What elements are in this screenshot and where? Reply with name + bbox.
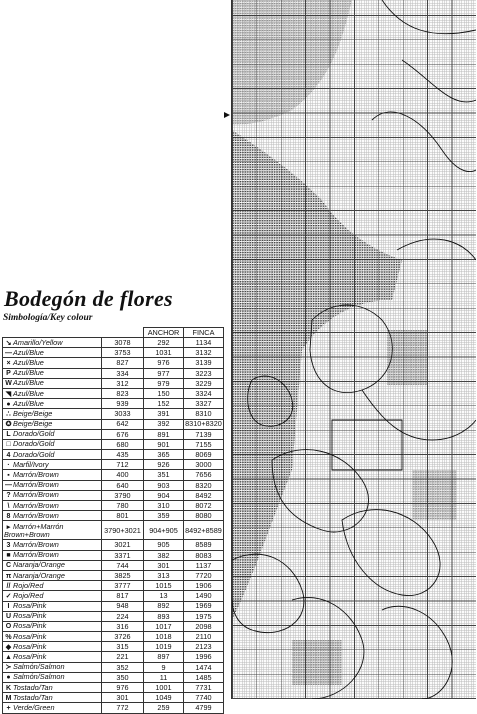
anchor-code-cell: 1049	[144, 693, 184, 703]
color-name: Rosa/Pink	[13, 601, 47, 611]
anchor-code-cell: 903	[144, 480, 184, 490]
dmc-code-cell: 976	[102, 683, 144, 693]
color-name: Beige/Beige	[13, 408, 53, 418]
key-row	[3, 642, 224, 652]
stitch-symbol-icon: ✪	[5, 421, 12, 429]
stitch-symbol-icon: P	[6, 370, 11, 378]
dmc-code-cell: 3078	[102, 338, 144, 348]
anchor-code-cell: 292	[144, 338, 184, 348]
dmc-code-cell: 780	[102, 501, 144, 511]
color-name-cell	[3, 368, 102, 378]
stitch-symbol-icon: M	[5, 694, 12, 702]
color-name-cell	[3, 601, 102, 611]
finca-code-cell: 1969	[184, 601, 224, 611]
color-name: Amarillo/Yellow	[13, 337, 63, 347]
anchor-code-cell: 926	[144, 460, 184, 470]
color-name-cell	[3, 703, 102, 713]
anchor-code-cell: 365	[144, 450, 184, 460]
finca-code-cell: 2123	[184, 642, 224, 652]
anchor-code-cell: 351	[144, 470, 184, 480]
dmc-code-cell: 744	[102, 560, 144, 570]
color-name-cell	[3, 460, 102, 470]
dmc-code-cell: 642	[102, 419, 144, 429]
chart-pattern-drawing	[232, 0, 476, 699]
key-row	[3, 490, 224, 500]
finca-code-cell: 8492+8589	[184, 521, 224, 540]
color-name: Dorado/Gold	[13, 439, 55, 449]
dmc-code-cell: 3726	[102, 632, 144, 642]
dmc-code-cell: 315	[102, 642, 144, 652]
key-row	[3, 662, 224, 672]
stitch-symbol-icon: C	[5, 562, 12, 570]
key-row	[3, 480, 224, 490]
finca-code-cell: 1906	[184, 581, 224, 591]
finca-code-cell: 8310+8320	[185, 419, 222, 429]
color-name: Dorado/Gold	[13, 429, 55, 439]
key-row	[3, 703, 224, 713]
dmc-code-cell: 640	[102, 480, 144, 490]
color-name: Marrón+Marrón Brown+Brown	[4, 521, 64, 539]
stitch-symbol-icon: ●	[6, 674, 11, 682]
color-name-cell	[3, 672, 102, 682]
dmc-code-cell: 3371	[102, 550, 144, 560]
dmc-code-cell: 817	[102, 591, 144, 601]
color-name: Azul/Blue	[13, 357, 44, 367]
color-name-cell	[3, 450, 102, 460]
color-name-cell	[3, 632, 102, 642]
stitch-symbol-icon: ◥	[5, 390, 12, 398]
color-name: Marrón/Brown	[13, 550, 59, 560]
color-name: Rosa/Pink	[13, 631, 47, 641]
anchor-code-cell: 313	[144, 570, 184, 580]
anchor-code-cell: 897	[144, 652, 184, 662]
color-name-cell	[3, 652, 102, 662]
finca-code-cell: 7731	[184, 683, 224, 693]
dmc-code-cell: 939	[102, 399, 144, 409]
anchor-code-cell: 1018	[144, 632, 184, 642]
key-row	[3, 540, 224, 550]
stitch-symbol-icon: ●	[6, 400, 11, 408]
color-name: Salmón/Salmon	[13, 662, 65, 672]
stitch-symbol-icon: □	[6, 441, 11, 449]
stitch-symbol-icon: ◆	[5, 643, 12, 651]
finca-code-cell: 8492	[184, 490, 224, 500]
finca-code-cell: 8083	[184, 550, 224, 560]
key-row	[3, 378, 224, 388]
color-name: Azul/Blue	[13, 368, 44, 378]
dmc-code-cell: 3033	[102, 409, 144, 419]
shaded-cluster	[387, 330, 427, 385]
finca-code-cell: 4799	[184, 703, 224, 713]
stitch-symbol-icon: %	[5, 633, 12, 641]
anchor-code-cell: 892	[144, 601, 184, 611]
key-row	[3, 368, 224, 378]
anchor-code-cell: 9	[144, 662, 184, 672]
key-row	[3, 693, 224, 703]
color-name: Azul/Blue	[13, 398, 44, 408]
stitch-symbol-icon: I	[7, 603, 10, 611]
key-row	[3, 521, 224, 540]
stitch-symbol-icon: ∴	[6, 410, 11, 418]
dmc-code-cell: 224	[102, 611, 144, 621]
color-name: Rosa/Pink	[13, 611, 47, 621]
color-name-cell	[3, 521, 102, 540]
finca-code-cell: 7740	[184, 693, 224, 703]
stitch-symbol-icon: \	[7, 502, 10, 510]
anchor-code-cell: 301	[144, 560, 184, 570]
color-name: Marrón/Brown	[13, 480, 59, 490]
color-name: Rojo/Red	[13, 590, 44, 600]
key-row	[3, 570, 224, 580]
color-name-cell	[3, 570, 102, 580]
color-name: Marrón/Brown	[13, 510, 59, 520]
color-name: Rojo/Red	[13, 580, 44, 590]
finca-code-cell: 8320	[184, 480, 224, 490]
color-name-cell	[3, 409, 102, 419]
key-row	[3, 388, 224, 398]
finca-code-cell: 1975	[184, 611, 224, 621]
key-row	[3, 399, 224, 409]
finca-code-cell: 7139	[184, 429, 224, 439]
dmc-code-cell: 334	[102, 368, 144, 378]
color-name: Naranja/Orange	[13, 560, 65, 570]
dmc-code-cell: 350	[102, 672, 144, 682]
key-row	[3, 419, 224, 429]
key-row	[3, 672, 224, 682]
color-name-cell	[3, 591, 102, 601]
dmc-code-cell: 312	[102, 378, 144, 388]
finca-code-cell: 8080	[184, 511, 224, 521]
anchor-column-header: ANCHOR	[144, 328, 184, 338]
stitch-symbol-icon: U	[5, 613, 12, 621]
stitch-symbol-icon: ▪	[7, 472, 10, 480]
key-row	[3, 560, 224, 570]
key-row	[3, 409, 224, 419]
key-row	[3, 652, 224, 662]
color-name-cell	[3, 338, 102, 348]
anchor-code-cell: 904	[144, 490, 184, 500]
color-name-cell	[3, 348, 102, 358]
finca-code-cell: 8072	[184, 501, 224, 511]
key-row	[3, 683, 224, 693]
anchor-code-cell: 11	[144, 672, 184, 682]
key-row	[3, 450, 224, 460]
dmc-code-cell: 301	[102, 693, 144, 703]
anchor-code-cell: 310	[144, 501, 184, 511]
stitch-symbol-icon: ▸	[6, 523, 11, 531]
anchor-code-cell: 150	[144, 388, 184, 398]
anchor-code-cell: 359	[144, 511, 184, 521]
dmc-code-cell: 400	[102, 470, 144, 480]
dmc-code-cell: 3021	[102, 540, 144, 550]
anchor-code-cell: 1001	[144, 683, 184, 693]
color-name: Marrón/Brown	[13, 490, 59, 500]
dmc-code-cell: 352	[102, 662, 144, 672]
dmc-code-cell: 3825	[102, 570, 144, 580]
shaded-cluster	[412, 470, 457, 520]
key-rows	[3, 338, 224, 714]
stitch-symbol-icon: ■	[6, 552, 11, 560]
stitch-symbol-icon: ·	[7, 461, 10, 469]
anchor-code-cell: 904+905	[144, 521, 184, 540]
finca-code-cell: 1490	[184, 591, 224, 601]
dmc-code-cell: 827	[102, 358, 144, 368]
key-row	[3, 358, 224, 368]
anchor-code-cell: 392	[144, 419, 184, 429]
cross-stitch-chart-grid	[231, 0, 476, 699]
anchor-code-cell: 259	[144, 703, 184, 713]
color-name: Naranja/Orange	[13, 570, 65, 580]
color-name: Marrón/Brown	[13, 470, 59, 480]
color-name: Dorado/Gold	[13, 449, 55, 459]
stitch-symbol-icon: —	[5, 482, 12, 490]
key-row	[3, 511, 224, 521]
finca-code-cell: 3000	[184, 460, 224, 470]
color-name: Tostado/Tan	[13, 692, 53, 702]
color-name-cell	[3, 378, 102, 388]
color-name: Tostado/Tan	[13, 682, 53, 692]
color-name-cell	[3, 581, 102, 591]
stitch-symbol-icon: L	[6, 431, 11, 439]
anchor-code-cell: 979	[144, 378, 184, 388]
dmc-code-cell: 823	[102, 388, 144, 398]
stitch-symbol-icon: ?	[6, 492, 11, 500]
finca-code-cell: 3139	[184, 358, 224, 368]
color-name: Marfil/Ivory	[13, 459, 49, 469]
anchor-code-cell: 152	[144, 399, 184, 409]
dmc-code-cell: 801	[102, 511, 144, 521]
finca-code-cell: 7720	[184, 570, 224, 580]
anchor-code-cell: 1015	[144, 581, 184, 591]
key-row	[3, 632, 224, 642]
dmc-code-cell: 712	[102, 460, 144, 470]
dmc-code-cell: 772	[102, 703, 144, 713]
color-name-cell	[3, 490, 102, 500]
finca-code-cell: 2098	[184, 621, 224, 631]
center-marker-arrow-icon	[224, 112, 230, 118]
dmc-code-cell: 3790	[102, 490, 144, 500]
color-name-cell	[3, 662, 102, 672]
color-name-cell	[3, 480, 102, 490]
anchor-code-cell: 893	[144, 611, 184, 621]
key-row	[3, 621, 224, 631]
finca-code-cell: 1137	[184, 560, 224, 570]
color-name: Marrón/Brown	[13, 500, 59, 510]
anchor-code-cell: 905	[144, 540, 184, 550]
color-name-cell	[3, 439, 102, 449]
color-name-cell	[3, 429, 102, 439]
finca-column-header: FINCA	[184, 328, 224, 338]
color-name-cell	[3, 388, 102, 398]
key-row	[3, 348, 224, 358]
stitch-symbol-icon: 4	[6, 451, 11, 459]
dmc-code-cell: 3777	[102, 581, 144, 591]
key-colour-heading: Simbología/Key colour	[3, 313, 93, 323]
color-name-cell	[3, 511, 102, 521]
color-name-cell	[3, 611, 102, 621]
stitch-symbol-icon: O	[5, 623, 12, 631]
key-row	[3, 460, 224, 470]
stitch-symbol-icon: 3	[6, 541, 11, 549]
shaded-cluster	[292, 640, 342, 685]
color-name: Azul/Blue	[13, 378, 44, 388]
stitch-symbol-icon: ▲	[5, 654, 12, 662]
color-name-cell	[3, 550, 102, 560]
key-row	[3, 591, 224, 601]
finca-code-cell: 1996	[184, 652, 224, 662]
color-name: Rosa/Pink	[13, 652, 47, 662]
anchor-code-cell: 1019	[144, 642, 184, 652]
dmc-code-cell: 221	[102, 652, 144, 662]
dmc-code-cell: 680	[102, 439, 144, 449]
finca-code-cell: 3223	[184, 368, 224, 378]
finca-code-cell: 1485	[184, 672, 224, 682]
color-name-cell	[3, 693, 102, 703]
finca-code-cell: 3327	[184, 399, 224, 409]
stitch-symbol-icon: ≻	[5, 664, 12, 672]
key-row	[3, 550, 224, 560]
finca-code-cell: 1474	[184, 662, 224, 672]
finca-code-cell: 8310	[184, 409, 224, 419]
color-name: Azul/Blue	[13, 347, 44, 357]
key-row	[3, 601, 224, 611]
color-name-cell	[3, 621, 102, 631]
finca-code-cell: 7656	[184, 470, 224, 480]
dmc-code-cell: 435	[102, 450, 144, 460]
color-name: Rosa/Pink	[13, 621, 47, 631]
finca-code-cell: 1134	[184, 338, 224, 348]
color-name: Beige/Beige	[13, 419, 53, 429]
key-row	[3, 338, 224, 348]
anchor-code-cell: 891	[144, 429, 184, 439]
color-key-table	[2, 327, 224, 714]
color-name-cell	[3, 399, 102, 409]
stitch-symbol-icon: //	[6, 582, 11, 590]
finca-code-cell: 8589	[184, 540, 224, 550]
color-name-cell	[3, 683, 102, 693]
color-name: Marrón/Brown	[13, 539, 59, 549]
stitch-symbol-icon: 8	[6, 512, 11, 520]
stitch-symbol-icon: +	[6, 704, 11, 712]
finca-code-cell: 2110	[184, 632, 224, 642]
dmc-code-cell: 948	[102, 601, 144, 611]
dmc-code-cell: 316	[102, 621, 144, 631]
key-header-row	[3, 328, 224, 338]
anchor-code-cell: 1017	[144, 621, 184, 631]
finca-code-cell: 3132	[184, 348, 224, 358]
color-name-cell	[3, 560, 102, 570]
finca-code-cell: 8069	[184, 450, 224, 460]
color-name: Salmón/Salmon	[13, 672, 65, 682]
stitch-symbol-icon: ×	[6, 359, 11, 367]
color-name: Verde/Green	[13, 702, 55, 712]
key-row	[3, 439, 224, 449]
anchor-code-cell: 977	[144, 368, 184, 378]
finca-code-cell: 7155	[184, 439, 224, 449]
stitch-symbol-icon: π	[5, 572, 12, 580]
dmc-code-cell: 676	[102, 429, 144, 439]
anchor-code-cell: 391	[144, 409, 184, 419]
key-row	[3, 470, 224, 480]
key-row	[3, 611, 224, 621]
color-name: Rosa/Pink	[13, 641, 47, 651]
pattern-title: Bodegón de flores	[4, 286, 173, 311]
stitch-symbol-icon: K	[5, 684, 12, 692]
color-name-cell	[3, 501, 102, 511]
color-name-cell	[3, 642, 102, 652]
stitch-symbol-icon: W	[5, 380, 12, 388]
upper-light-area	[232, 0, 352, 125]
anchor-code-cell: 901	[144, 439, 184, 449]
finca-code-cell: 3229	[184, 378, 224, 388]
key-row	[3, 581, 224, 591]
key-row	[3, 501, 224, 511]
anchor-code-cell: 1031	[144, 348, 184, 358]
anchor-code-cell: 13	[144, 591, 184, 601]
dmc-code-cell: 3790+3021	[102, 521, 144, 540]
finca-code-cell: 3324	[184, 388, 224, 398]
stitch-symbol-icon: ✓	[5, 592, 12, 600]
color-name-cell	[3, 470, 102, 480]
color-name: Azul/Blue	[13, 388, 44, 398]
color-name-cell	[3, 540, 102, 550]
stitch-symbol-icon: ↘	[5, 339, 12, 347]
color-name-cell	[3, 419, 102, 429]
color-name-cell	[3, 358, 102, 368]
anchor-code-cell: 976	[144, 358, 184, 368]
stitch-symbol-icon: —	[5, 349, 12, 357]
key-row	[3, 429, 224, 439]
anchor-code-cell: 382	[144, 550, 184, 560]
dmc-code-cell: 3753	[102, 348, 144, 358]
